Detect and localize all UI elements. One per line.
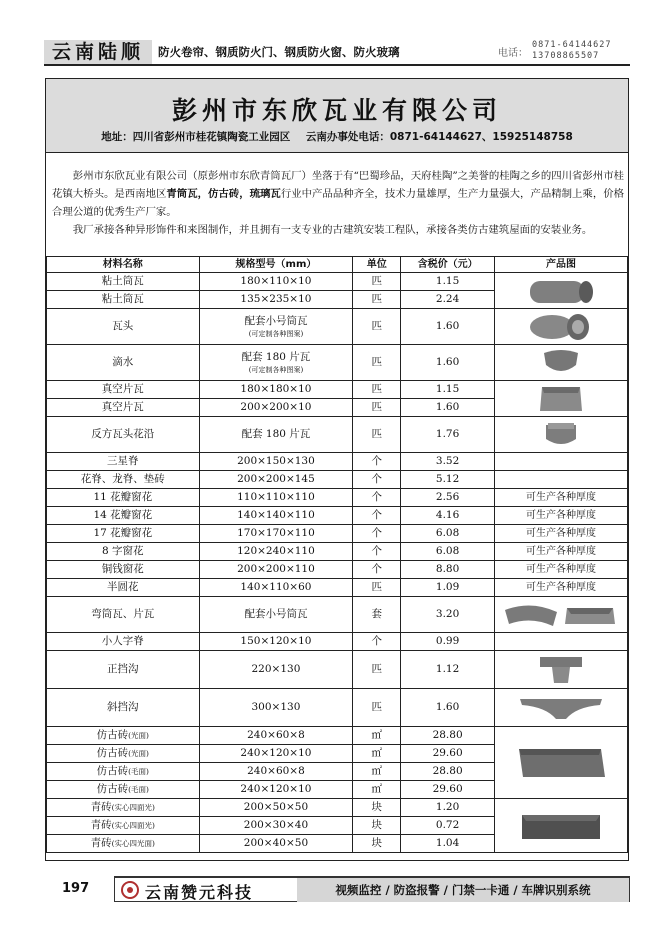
cell-spec — [199, 309, 353, 345]
cell-image — [495, 381, 628, 417]
cell-unit: 匹 — [353, 273, 401, 291]
table-row — [47, 489, 628, 507]
cell-spec: 240×60×8 — [199, 763, 353, 781]
cell-name: 弯筒瓦、片瓦 — [47, 597, 200, 633]
antique-brick-image — [511, 743, 611, 783]
cell-spec: 200×50×50 — [199, 799, 353, 817]
cell-price: 3.20 — [401, 597, 495, 633]
name-sub: (光面) — [128, 749, 149, 758]
cell-name: 半圆花 — [47, 579, 200, 597]
cell-unit: ㎡ — [353, 781, 401, 799]
header-tel-2: 13708865507 — [532, 51, 600, 61]
tile-end-image — [526, 311, 596, 343]
cell-image — [495, 471, 628, 489]
cell-image-note: 可生产各种厚度 — [495, 579, 628, 597]
cell-image-note: 可生产各种厚度 — [495, 525, 628, 543]
cell-unit: 个 — [353, 543, 401, 561]
cell-price: 1.04 — [401, 835, 495, 853]
col-header-spec: 规格型号（mm） — [199, 257, 353, 273]
table-row — [47, 309, 628, 345]
table-row — [47, 525, 628, 543]
cell-spec: 配套 180 片瓦 — [199, 417, 353, 453]
name-sub: (实心四面光) — [111, 821, 155, 830]
cell-spec: 200×200×110 — [199, 561, 353, 579]
cell-price: 2.56 — [401, 489, 495, 507]
cell-spec: 170×170×110 — [199, 525, 353, 543]
cell-spec: 240×60×8 — [199, 727, 353, 745]
cell-image-note: 可生产各种厚度 — [495, 507, 628, 525]
table-row — [47, 799, 628, 817]
spec-text: 配套 180 片瓦 — [241, 351, 311, 363]
table-row — [47, 633, 628, 651]
cell-unit: 匹 — [353, 291, 401, 309]
intro-1b-bold: 青筒瓦，仿古砖，琉璃瓦 — [166, 188, 281, 200]
cell-spec: 120×240×110 — [199, 543, 353, 561]
cell-unit: ㎡ — [353, 763, 401, 781]
cell-unit: 匹 — [353, 345, 401, 381]
cell-price: 0.72 — [401, 817, 495, 835]
cell-image — [495, 651, 628, 689]
cell-unit: 块 — [353, 799, 401, 817]
table-row — [47, 507, 628, 525]
cell-image — [495, 309, 628, 345]
cell-name: 粘土筒瓦 — [47, 291, 200, 309]
cell-name: 反方瓦头花沿 — [47, 417, 200, 453]
name-sub: (实心四面光) — [111, 803, 155, 812]
cell-name: 铜钱窗花 — [47, 561, 200, 579]
cell-price: 1.09 — [401, 579, 495, 597]
cell-image — [495, 633, 628, 651]
cell-image — [495, 597, 628, 633]
cell-price: 6.08 — [401, 525, 495, 543]
advertisement — [45, 78, 629, 861]
table-row — [47, 417, 628, 453]
cell-name: 正挡沟 — [47, 651, 200, 689]
cell-name: 小人字脊 — [47, 633, 200, 651]
table-row — [47, 273, 628, 291]
cell-unit: ㎡ — [353, 745, 401, 763]
cell-spec — [199, 345, 353, 381]
cell-price: 4.16 — [401, 507, 495, 525]
table-row — [47, 543, 628, 561]
cell-name: 真空片瓦 — [47, 381, 200, 399]
spec-note: (可定制各种图案) — [248, 366, 304, 374]
cell-name: 滴水 — [47, 345, 200, 381]
page-header — [44, 40, 630, 66]
cell-spec: 配套小号筒瓦 — [199, 597, 353, 633]
gutter-image — [526, 653, 596, 687]
tube-tile-image — [526, 275, 596, 307]
name-sub: (实心四光面) — [111, 839, 155, 848]
footer-bar — [114, 876, 630, 902]
company-logo-icon — [121, 881, 139, 899]
cell-image — [495, 453, 628, 471]
cell-spec: 135×235×10 — [199, 291, 353, 309]
cell-unit: 匹 — [353, 399, 401, 417]
cell-spec: 200×150×130 — [199, 453, 353, 471]
cell-unit: ㎡ — [353, 727, 401, 745]
cell-name — [47, 817, 200, 835]
cell-price: 29.60 — [401, 745, 495, 763]
cell-name: 斜挡沟 — [47, 689, 200, 727]
cell-image — [495, 273, 628, 309]
cell-unit: 个 — [353, 633, 401, 651]
drip-tile-image — [536, 347, 586, 379]
intro-1c: 行业中产品品种齐全，技术力量雄厚，生产力量强大，产品精制上乘，价格合理公道的优秀生产厂家。 — [52, 188, 625, 218]
curved-tile-image — [501, 600, 621, 630]
cell-unit: 个 — [353, 453, 401, 471]
cell-unit: 个 — [353, 507, 401, 525]
name-text: 仿古砖 — [96, 783, 129, 795]
cell-price: 1.15 — [401, 381, 495, 399]
cell-name: 11 花瓣窗花 — [47, 489, 200, 507]
col-header-unit: 单位 — [353, 257, 401, 273]
table-row — [47, 579, 628, 597]
name-text: 青砖 — [90, 819, 112, 831]
cell-spec: 180×180×10 — [199, 381, 353, 399]
cell-unit: 个 — [353, 471, 401, 489]
header-tel-1: 0871-64144627 — [532, 40, 612, 50]
spec-text: 配套小号筒瓦 — [244, 315, 308, 327]
company-address: 地址：四川省彭州市桂花镇陶瓷工业园区 — [101, 131, 291, 143]
cell-spec: 200×40×50 — [199, 835, 353, 853]
price-table — [46, 256, 628, 853]
table-row — [47, 345, 628, 381]
cell-name: 17 花瓣窗花 — [47, 525, 200, 543]
header-tel-label: 电话： — [498, 48, 528, 59]
cell-spec: 110×110×110 — [199, 489, 353, 507]
cell-name: 花脊、龙脊、垫砖 — [47, 471, 200, 489]
cell-spec: 240×120×10 — [199, 781, 353, 799]
table-row — [47, 651, 628, 689]
name-sub: (光面) — [128, 731, 149, 740]
cell-spec: 200×200×10 — [199, 399, 353, 417]
cell-price: 1.15 — [401, 273, 495, 291]
header-brand: 云南陆顺 — [44, 40, 152, 64]
cell-unit: 匹 — [353, 309, 401, 345]
intro-paragraph-2: 我厂承接各种异形饰件和来图制作，并且拥有一支专业的古建筑安装工程队，承接各类仿古建筑屋面的安装业务。 — [72, 224, 593, 236]
cell-price: 1.20 — [401, 799, 495, 817]
page-footer — [44, 876, 630, 902]
company-banner — [46, 79, 628, 153]
slant-gutter-image — [516, 691, 606, 725]
cell-spec: 180×110×10 — [199, 273, 353, 291]
header-products: 防火卷帘、钢质防火门、钢质防火窗、防火玻璃 — [158, 45, 400, 59]
cell-name — [47, 763, 200, 781]
flower-edge-tile-image — [536, 419, 586, 451]
cell-name: 真空片瓦 — [47, 399, 200, 417]
cell-name — [47, 745, 200, 763]
cell-image-note: 可生产各种厚度 — [495, 489, 628, 507]
cell-name: 14 花瓣窗花 — [47, 507, 200, 525]
cell-price: 3.52 — [401, 453, 495, 471]
table-row — [47, 453, 628, 471]
flat-tile-image — [536, 383, 586, 415]
cell-name — [47, 835, 200, 853]
cell-price: 5.12 — [401, 471, 495, 489]
col-header-price: 含税价（元） — [401, 257, 495, 273]
cell-image — [495, 345, 628, 381]
cell-price: 28.80 — [401, 727, 495, 745]
cell-image — [495, 799, 628, 853]
table-row — [47, 727, 628, 745]
cell-price: 28.80 — [401, 763, 495, 781]
cell-price: 6.08 — [401, 543, 495, 561]
cell-price: 1.60 — [401, 345, 495, 381]
cell-unit: 个 — [353, 561, 401, 579]
cell-unit: 匹 — [353, 689, 401, 727]
office-phone: 云南办事处电话：0871-64144627、15925148758 — [305, 131, 573, 143]
table-row — [47, 471, 628, 489]
table-header-row — [47, 257, 628, 273]
name-text: 仿古砖 — [96, 729, 129, 741]
cell-name — [47, 799, 200, 817]
col-header-name: 材料名称 — [47, 257, 200, 273]
col-header-image: 产品图 — [495, 257, 628, 273]
cell-image-note: 可生产各种厚度 — [495, 561, 628, 579]
cell-spec: 300×130 — [199, 689, 353, 727]
table-row — [47, 381, 628, 399]
cell-price: 1.76 — [401, 417, 495, 453]
cell-spec: 140×140×110 — [199, 507, 353, 525]
intro-paragraph-1 — [52, 167, 624, 221]
header-tel-numbers — [532, 40, 612, 62]
company-name: 彭州市东欣瓦业有限公司 — [171, 96, 502, 125]
name-sub: (毛面) — [128, 767, 149, 776]
cell-unit: 块 — [353, 817, 401, 835]
table-row — [47, 597, 628, 633]
cell-spec: 200×30×40 — [199, 817, 353, 835]
spec-note: (可定制各种图案) — [248, 330, 304, 338]
name-text: 青砖 — [90, 837, 112, 849]
cell-unit: 块 — [353, 835, 401, 853]
name-text: 仿古砖 — [96, 747, 129, 759]
table-row — [47, 689, 628, 727]
cell-unit: 个 — [353, 489, 401, 507]
cell-price: 1.60 — [401, 689, 495, 727]
cell-image — [495, 689, 628, 727]
cell-unit: 套 — [353, 597, 401, 633]
contact-line — [46, 129, 628, 144]
cell-name: 三星脊 — [47, 453, 200, 471]
cell-name — [47, 781, 200, 799]
cell-image — [495, 417, 628, 453]
cell-unit: 匹 — [353, 417, 401, 453]
cell-price: 2.24 — [401, 291, 495, 309]
cell-spec: 200×200×145 — [199, 471, 353, 489]
cell-price: 1.12 — [401, 651, 495, 689]
cell-price: 1.60 — [401, 309, 495, 345]
cell-spec: 140×110×60 — [199, 579, 353, 597]
cell-image-note: 可生产各种厚度 — [495, 543, 628, 561]
cell-image — [495, 727, 628, 799]
name-sub: (毛面) — [128, 785, 149, 794]
footer-company: 云南赞元科技 — [145, 883, 254, 902]
cell-price: 29.60 — [401, 781, 495, 799]
cell-name: 瓦头 — [47, 309, 200, 345]
cell-unit: 匹 — [353, 381, 401, 399]
cell-unit: 匹 — [353, 651, 401, 689]
footer-services: 视频监控 / 防盗报警 / 门禁一卡通 / 车牌识别系统 — [297, 878, 629, 902]
cell-price: 8.80 — [401, 561, 495, 579]
cell-unit: 个 — [353, 525, 401, 543]
blue-brick-image — [516, 807, 606, 845]
cell-spec: 150×120×10 — [199, 633, 353, 651]
cell-price: 0.99 — [401, 633, 495, 651]
page-number: 197 — [62, 881, 90, 896]
cell-name: 8 字窗花 — [47, 543, 200, 561]
name-text: 仿古砖 — [96, 765, 129, 777]
cell-name — [47, 727, 200, 745]
cell-spec: 220×130 — [199, 651, 353, 689]
cell-spec: 240×120×10 — [199, 745, 353, 763]
intro-1a: 彭州市东欣瓦业有限公司（原彭州市东欣青筒瓦厂）坐落于有“巴蜀珍品，天府桂陶”之美誉的桂陶之乡的四川省彭州市桂花镇大桥头。是西南地区 — [52, 170, 624, 200]
cell-price: 1.60 — [401, 399, 495, 417]
cell-unit: 匹 — [353, 579, 401, 597]
cell-name: 粘土筒瓦 — [47, 273, 200, 291]
name-text: 青砖 — [90, 801, 112, 813]
table-row — [47, 561, 628, 579]
